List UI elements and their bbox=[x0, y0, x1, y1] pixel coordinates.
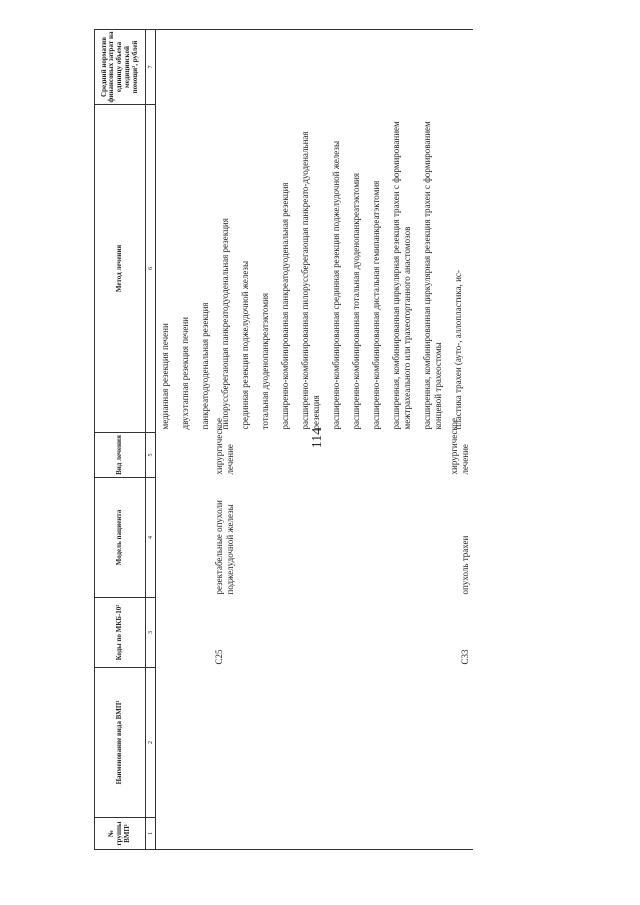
patient-model: резектабельные опухоли поджелудочной железы bbox=[214, 500, 235, 595]
treatment-type-cell bbox=[156, 418, 474, 478]
header-icd-codes: Коды по МКБ-10² bbox=[95, 598, 146, 668]
column-number: 4 bbox=[146, 478, 156, 598]
column-number: 5 bbox=[146, 433, 156, 478]
treatment-method-cell bbox=[156, 105, 474, 433]
group-number-cell bbox=[156, 818, 474, 850]
column-number: 1 bbox=[146, 818, 156, 850]
vmp-table bbox=[94, 29, 473, 850]
icd-code-cell bbox=[156, 598, 474, 668]
treatment-method: двухэтапная резекция печени bbox=[180, 317, 190, 430]
patient-model-cell bbox=[156, 478, 474, 598]
treatment-method: пластика трахеи (ауто-, аллопластика, ис- bbox=[453, 270, 463, 430]
column-number: 6 bbox=[146, 105, 156, 433]
icd-code: C25 bbox=[214, 649, 224, 665]
treatment-method: расширенная, комбинированная циркулярная резекция трахеи с формированием концевой трахеостомы bbox=[422, 121, 443, 430]
treatment-method: пилоруссберегающая панкреатодуоденальная резекция bbox=[220, 218, 230, 430]
column-number: 3 bbox=[146, 598, 156, 668]
treatment-method: расширенно-комбинированная пилоруссберегающая панкреато-дуоденальная резекция bbox=[300, 131, 321, 430]
treatment-method: расширенно-комбинированная панкреатодуоденальная резекция bbox=[280, 182, 290, 430]
treatment-type: хирургическое лечение bbox=[449, 418, 470, 475]
vmp-type-cell bbox=[156, 668, 474, 818]
patient-model: опухоль трахеи bbox=[460, 535, 470, 595]
header-treatment-method: Метод лечения bbox=[95, 105, 146, 433]
treatment-method: расширенно-комбинированная дистальная гемипанкреатэктомия bbox=[371, 180, 381, 430]
treatment-method: панкреатодуоденальная резекция bbox=[200, 302, 210, 430]
treatment-type: хирургическое лечение bbox=[214, 418, 235, 475]
treatment-method: медианная резекция печени bbox=[160, 323, 170, 430]
cost-norm-cell bbox=[156, 30, 474, 105]
header-row bbox=[95, 30, 146, 850]
header-cost-norm: Средний норматив финансовых затрат на единицу объема медицинской помощи³, рублей bbox=[95, 30, 146, 105]
rotated-table-page bbox=[94, 30, 614, 850]
treatment-method: расширенно-комбинированная тотальная дуоденопанкреатэктомия bbox=[351, 173, 361, 430]
column-number: 2 bbox=[146, 668, 156, 818]
page-number: 114 bbox=[310, 427, 326, 449]
treatment-method: срединная резекция поджелудочной железы bbox=[240, 260, 250, 430]
column-number: 7 bbox=[146, 30, 156, 105]
header-patient-model: Модель пациента bbox=[95, 478, 146, 598]
column-number-row bbox=[146, 30, 156, 850]
treatment-method: тотальная дуоденопанкреатэктомия bbox=[260, 292, 270, 430]
header-treatment-type: Вид лечения bbox=[95, 433, 146, 478]
treatment-method: расширенная, комбинированная циркулярная резекция трахеи с формированием межтрахеального или трахеогортанного анастомозов bbox=[391, 121, 412, 430]
header-vmp-type: Наименование вида ВМП¹ bbox=[95, 668, 146, 818]
table-body-row bbox=[156, 30, 474, 850]
icd-code: C33 bbox=[460, 649, 470, 665]
header-group-number: № группы ВМП¹ bbox=[95, 818, 146, 850]
treatment-method: расширенно-комбинированная срединная резекция поджелудочной железы bbox=[331, 140, 341, 430]
